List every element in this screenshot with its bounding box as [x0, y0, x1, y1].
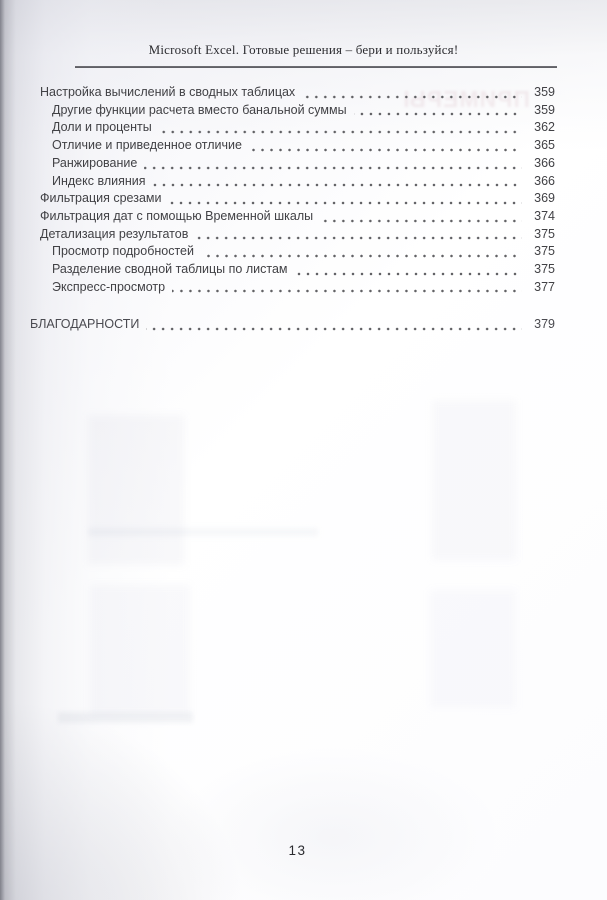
toc-entry-page: 375: [534, 244, 555, 259]
dot-leader: [168, 201, 522, 205]
toc-entry-label: Отличие и приведенное отличие: [52, 138, 242, 153]
toc-entry-page: 369: [534, 191, 555, 206]
page-number: 13: [288, 843, 307, 858]
toc-entry-page: 366: [534, 155, 555, 170]
bleed-through-figure: [90, 585, 190, 715]
toc-entry-label: Разделение сводной таблицы по листам: [52, 262, 288, 277]
toc-entry-label: Фильтрация срезами: [40, 191, 162, 206]
toc-entry-page: 375: [534, 226, 555, 241]
toc-entry: [40, 137, 555, 155]
dot-leader: [153, 183, 522, 187]
toc-entry-label: БЛАГОДАРНОСТИ: [30, 317, 140, 332]
toc-entry-page: 359: [534, 102, 555, 117]
dot-leader: [249, 148, 522, 152]
dot-leader: [172, 289, 522, 293]
toc-entry-page: 362: [534, 120, 555, 135]
toc-entry-page: 377: [534, 279, 555, 294]
toc-entry: [40, 243, 555, 261]
toc-entry-acknowledgements: [30, 316, 555, 334]
toc-entry-page: 374: [534, 208, 555, 223]
toc-entry-page: 375: [534, 262, 555, 277]
toc-entry-label: Доли и проценты: [52, 120, 152, 135]
toc-entry-label: Другие функции расчета вместо банальной суммы: [52, 102, 347, 117]
header-rule: [75, 66, 557, 68]
toc-entry: [40, 155, 555, 173]
dot-leader: [144, 166, 522, 170]
dot-leader: [146, 327, 522, 331]
toc-entry: [40, 190, 555, 208]
toc-entry-label: Фильтрация дат с помощью Временной шкалы: [40, 208, 314, 223]
dot-leader: [195, 236, 522, 240]
bleed-through-heading: ПРИМЕРЫ: [402, 86, 530, 112]
toc-entry-label: Просмотр подробностей: [52, 244, 194, 259]
table-of-contents: [30, 84, 555, 334]
bleed-through-figure: [430, 590, 516, 708]
dot-leader: [354, 112, 522, 116]
dot-leader: [320, 219, 522, 223]
toc-entry: [40, 261, 555, 279]
dot-leader: [302, 95, 522, 99]
toc-entry-page: 366: [534, 173, 555, 188]
toc-entry-label: Настройка вычислений в сводных таблицах: [40, 85, 296, 99]
dot-leader: [159, 130, 522, 134]
toc-entry-label: Индекс влияния: [52, 173, 146, 188]
dot-leader: [201, 254, 522, 258]
bleed-through-caption: [58, 712, 193, 723]
toc-entry: [40, 173, 555, 191]
toc-entry: [40, 208, 555, 226]
toc-entry: [40, 119, 555, 137]
toc-entry: [40, 102, 555, 120]
toc-entry-page: 379: [534, 317, 555, 332]
running-header: Microsoft Excel. Готовые решения – бери и пользуйся!: [148, 42, 459, 57]
bleed-through-figure: [88, 528, 318, 536]
bleed-through-figure: [432, 400, 516, 560]
bleed-through-figure: [88, 415, 184, 565]
toc-entry: [40, 279, 555, 297]
toc-entry-page: 365: [534, 138, 555, 153]
dot-leader: [295, 272, 523, 276]
toc-entry: [40, 226, 555, 244]
toc-entry-label: Детализация результатов: [40, 226, 189, 241]
toc-entry: [40, 84, 555, 102]
toc-entry-label: Ранжирование: [52, 155, 138, 170]
toc-entry-page: 359: [534, 85, 555, 99]
toc-entry-label: Экспресс-просмотр: [52, 279, 166, 294]
